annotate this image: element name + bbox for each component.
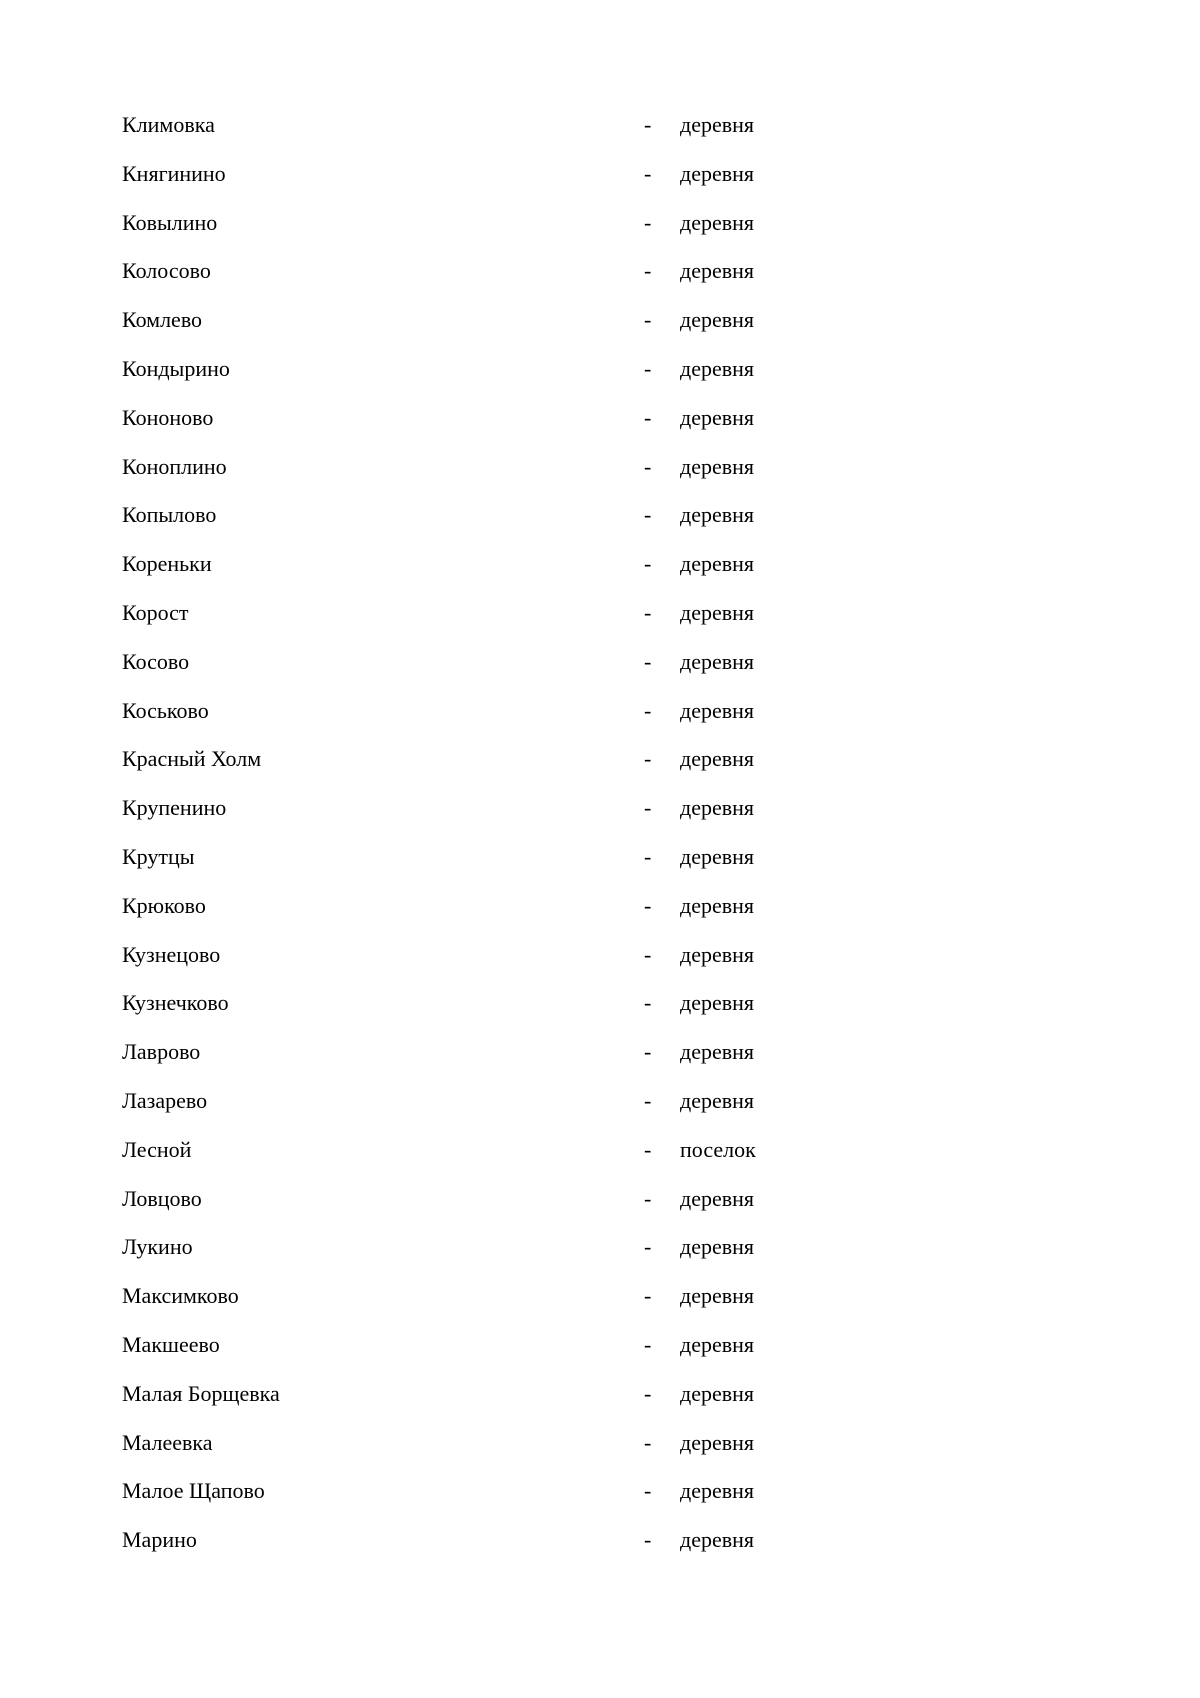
settlement-type: деревня: [680, 1429, 755, 1455]
settlement-type: деревня: [680, 599, 755, 625]
settlement-name: Лесной: [122, 1136, 192, 1162]
separator-dash: -: [644, 1234, 652, 1260]
separator-dash: -: [644, 795, 652, 821]
separator-dash: -: [644, 112, 652, 137]
settlement-row: [122, 1086, 922, 1135]
settlement-type: деревня: [680, 1331, 755, 1357]
settlement-row: [122, 696, 922, 745]
settlement-type: деревня: [680, 746, 755, 772]
settlement-row: [122, 891, 922, 940]
settlement-row: [122, 1135, 922, 1184]
settlement-name: Кореньки: [122, 551, 212, 577]
separator-dash: -: [644, 355, 652, 381]
settlement-row: [122, 403, 922, 452]
separator-dash: -: [644, 1136, 652, 1162]
separator-dash: -: [644, 453, 652, 479]
settlement-row: [122, 1232, 922, 1281]
settlement-name: Копылово: [122, 502, 217, 528]
settlement-row: [122, 1037, 922, 1086]
settlement-name: Максимково: [122, 1283, 239, 1309]
settlement-name: Коськово: [122, 697, 209, 723]
settlement-row: [122, 1428, 922, 1477]
separator-dash: -: [644, 1380, 652, 1406]
settlement-name: Крупенино: [122, 795, 227, 821]
settlement-name: Марино: [122, 1527, 197, 1553]
separator-dash: -: [644, 697, 652, 723]
settlement-row: [122, 744, 922, 793]
separator-dash: -: [644, 599, 652, 625]
settlement-row: [122, 647, 922, 696]
settlement-type: деревня: [680, 1478, 755, 1504]
settlement-type: поселок: [680, 1136, 756, 1162]
settlement-row: [122, 208, 922, 257]
settlement-name: Лукино: [122, 1234, 193, 1260]
separator-dash: -: [644, 843, 652, 869]
settlement-name: Лаврово: [122, 1039, 201, 1065]
settlement-type: деревня: [680, 355, 755, 381]
settlement-row: [122, 500, 922, 549]
settlement-row: [122, 354, 922, 403]
settlement-type: деревня: [680, 112, 755, 137]
separator-dash: -: [644, 746, 652, 772]
separator-dash: -: [644, 648, 652, 674]
settlement-name: Комлево: [122, 307, 203, 333]
settlement-type: деревня: [680, 502, 755, 528]
settlement-name: Крюково: [122, 892, 206, 918]
settlement-name: Косово: [122, 648, 190, 674]
settlement-type: деревня: [680, 892, 755, 918]
settlement-name: Колосово: [122, 258, 211, 284]
settlement-row: [122, 793, 922, 842]
settlement-row: [122, 256, 922, 305]
settlement-row: [122, 940, 922, 989]
separator-dash: -: [644, 258, 652, 284]
settlement-name: Крутцы: [122, 843, 195, 869]
separator-dash: -: [644, 307, 652, 333]
settlement-row: [122, 1525, 922, 1574]
separator-dash: -: [644, 1331, 652, 1357]
settlement-name: Ловцово: [122, 1185, 202, 1211]
settlement-name: Кузнецово: [122, 941, 221, 967]
separator-dash: -: [644, 551, 652, 577]
separator-dash: -: [644, 892, 652, 918]
settlement-name: Корост: [122, 599, 189, 625]
settlement-type: деревня: [680, 941, 755, 967]
settlement-row: [122, 1330, 922, 1379]
separator-dash: -: [644, 1527, 652, 1553]
separator-dash: -: [644, 209, 652, 235]
settlement-name: Кононово: [122, 404, 214, 430]
settlement-name: Макшеево: [122, 1331, 220, 1357]
settlement-type: деревня: [680, 795, 755, 821]
separator-dash: -: [644, 990, 652, 1016]
settlement-list: [122, 110, 922, 1574]
settlement-type: деревня: [680, 551, 755, 577]
settlement-row: [122, 452, 922, 501]
separator-dash: -: [644, 941, 652, 967]
settlement-type: деревня: [680, 648, 755, 674]
settlement-row: [122, 1379, 922, 1428]
settlement-name: Климовка: [122, 112, 215, 137]
settlement-name: Кондырино: [122, 355, 230, 381]
settlement-name: Коноплино: [122, 453, 227, 479]
settlement-type: деревня: [680, 1527, 755, 1553]
settlement-type: деревня: [680, 990, 755, 1016]
settlement-row: [122, 159, 922, 208]
settlement-type: деревня: [680, 209, 755, 235]
settlement-name: Красный Холм: [122, 746, 262, 772]
settlement-type: деревня: [680, 1039, 755, 1065]
separator-dash: -: [644, 404, 652, 430]
settlement-row: [122, 305, 922, 354]
settlement-name: Ковылино: [122, 209, 218, 235]
separator-dash: -: [644, 1283, 652, 1309]
settlement-row: [122, 988, 922, 1037]
settlement-type: деревня: [680, 843, 755, 869]
settlement-type: деревня: [680, 258, 755, 284]
settlement-type: деревня: [680, 1234, 755, 1260]
settlement-type: деревня: [680, 160, 755, 186]
settlement-name: Малое Щапово: [122, 1478, 265, 1504]
settlement-row: [122, 549, 922, 598]
settlement-type: деревня: [680, 1087, 755, 1113]
settlement-row: [122, 1281, 922, 1330]
separator-dash: -: [644, 1087, 652, 1113]
settlement-row: [122, 1476, 922, 1525]
separator-dash: -: [644, 1185, 652, 1211]
separator-dash: -: [644, 1429, 652, 1455]
settlement-row: [122, 1184, 922, 1233]
settlement-type: деревня: [680, 1283, 755, 1309]
separator-dash: -: [644, 502, 652, 528]
settlement-name: Лазарево: [122, 1087, 208, 1113]
settlement-row: [122, 842, 922, 891]
separator-dash: -: [644, 1478, 652, 1504]
settlement-type: деревня: [680, 1185, 755, 1211]
separator-dash: -: [644, 1039, 652, 1065]
separator-dash: -: [644, 160, 652, 186]
settlement-name: Княгинино: [122, 160, 226, 186]
settlement-type: деревня: [680, 453, 755, 479]
settlement-row: [122, 110, 922, 159]
settlement-type: деревня: [680, 404, 755, 430]
settlement-name: Малеевка: [122, 1429, 213, 1455]
settlement-row: [122, 598, 922, 647]
settlement-name: Малая Борщевка: [122, 1380, 280, 1406]
settlement-name: Кузнечково: [122, 990, 229, 1016]
settlement-type: деревня: [680, 307, 755, 333]
settlement-type: деревня: [680, 697, 755, 723]
settlement-type: деревня: [680, 1380, 755, 1406]
